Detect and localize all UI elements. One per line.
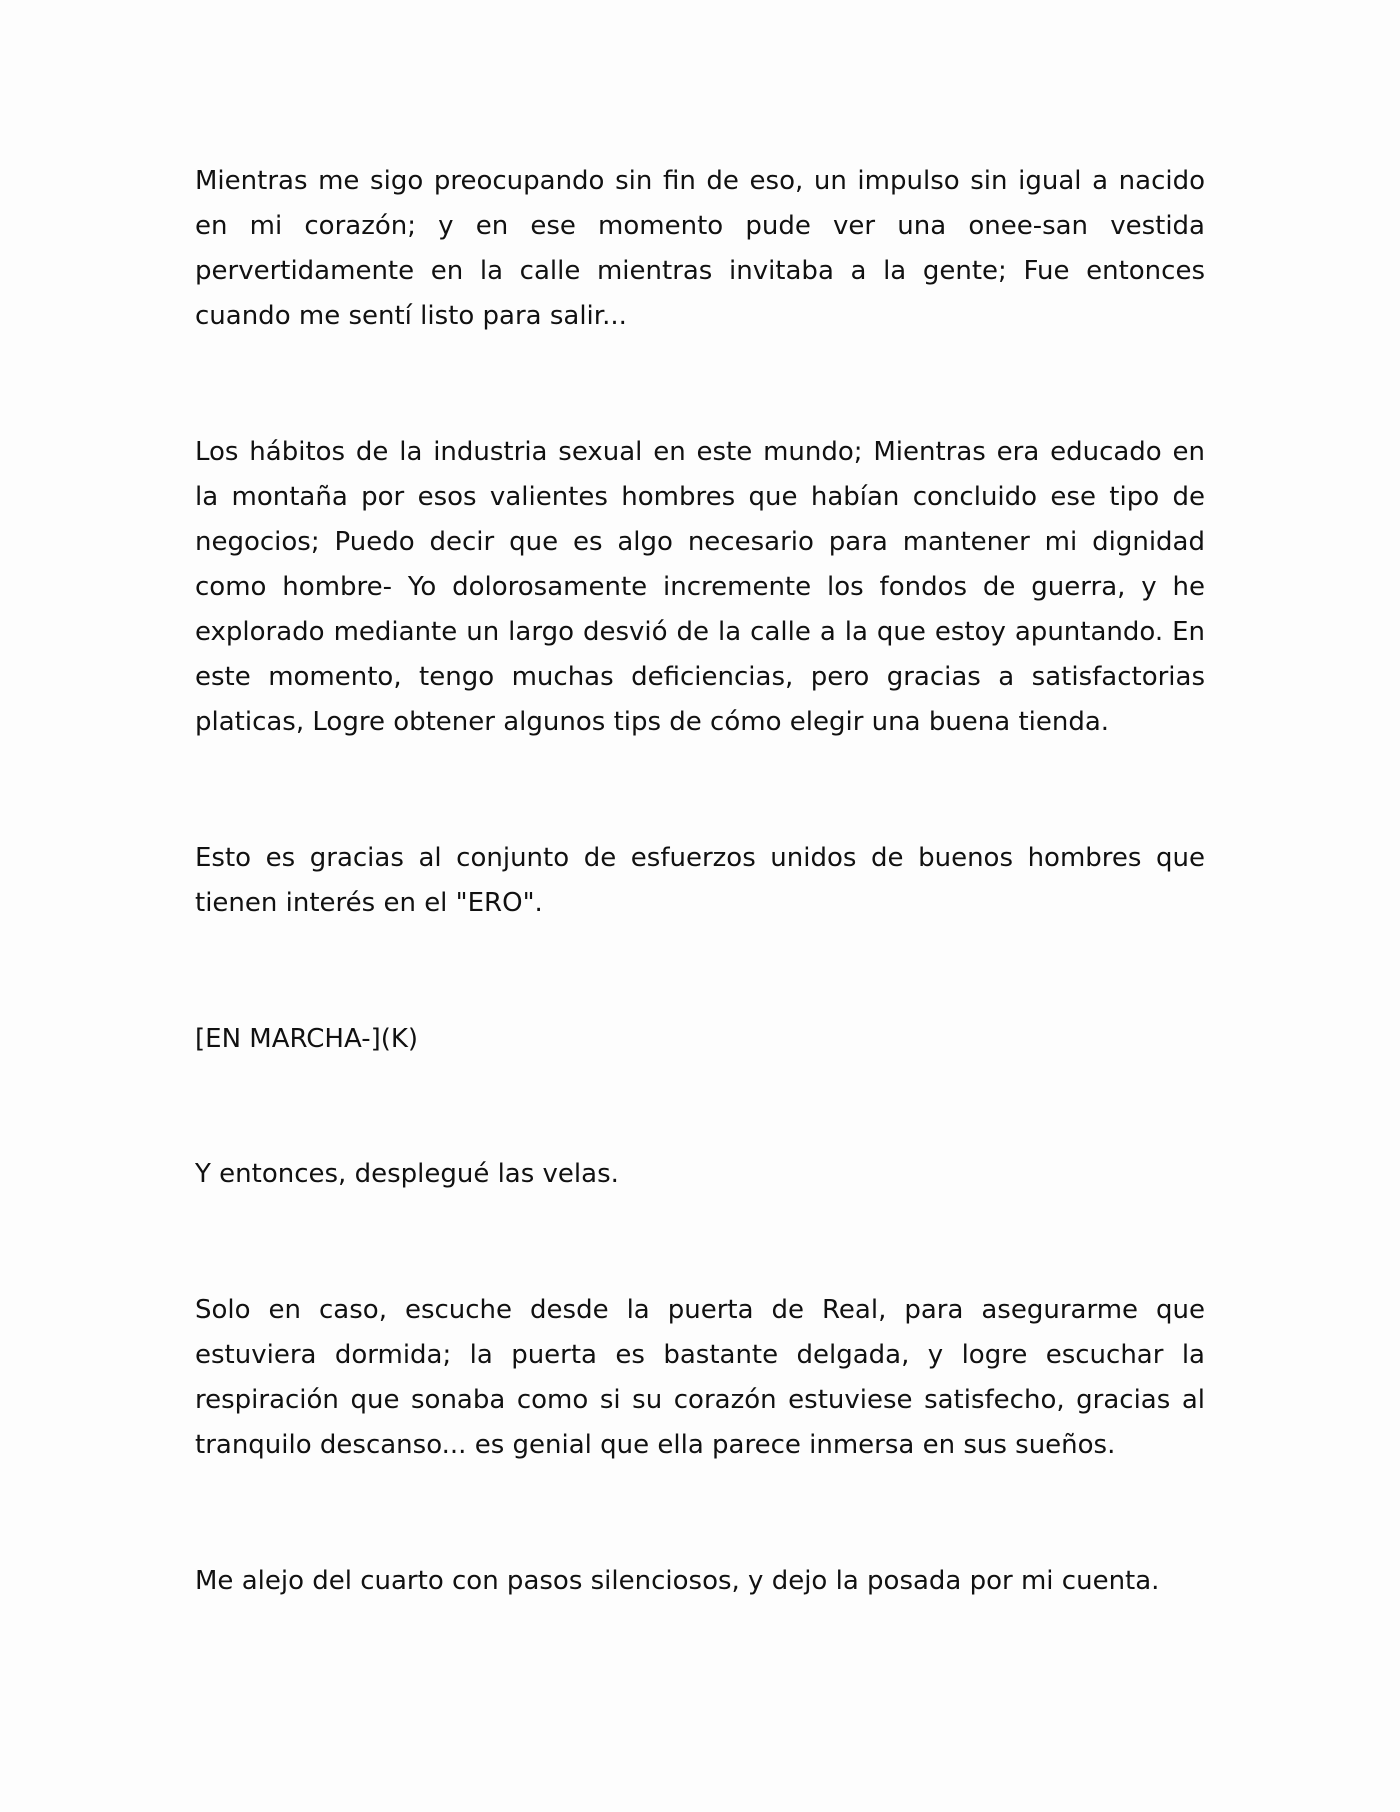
paragraph: Y entonces, desplegué las velas. [195,1159,619,1189]
paragraph: [EN MARCHA-](K) [195,1024,419,1054]
paragraph: Mientras me sigo preocupando sin fin de eso, un impulso sin igual a nacido en mi corazón; y en ese momento pude ver una onee-san vestida pervertidamente en la calle mientras invitaba a la gente; Fue entonces cuando me sentí listo para salir... [195,166,1205,331]
paragraph: Solo en caso, escuche desde la puerta de Real, para asegurarme que estuviera dormida; la puerta es bastante delgada, y logre escuchar la respiración que sonaba como si su corazón estuviese satisfecho, gracias al tranquilo descanso... es genial que ella parece inmersa en sus sueños. [195,1295,1205,1460]
paragraph: Me alejo del cuarto con pasos silenciosos, y dejo la posada por mi cuenta. [195,1566,1160,1596]
paragraph: Esto es gracias al conjunto de esfuerzos unidos de buenos hombres que tienen interés en el "ERO". [195,843,1205,918]
paragraph: Los hábitos de la industria sexual en este mundo; Mientras era educado en la montaña por esos valientes hombres que habían concluido ese tipo de negocios; Puedo decir que es algo necesario para mantener mi dignidad como hombre- Yo dolorosamente incremente los fondos de guerra, y he explorado mediante un largo desvió de la calle a la que estoy apuntando. En este momento, tengo muchas deficiencias, pero gracias a satisfactorias platicas, Logre obtener algunos tips de cómo elegir una buena tienda. [195,437,1205,737]
